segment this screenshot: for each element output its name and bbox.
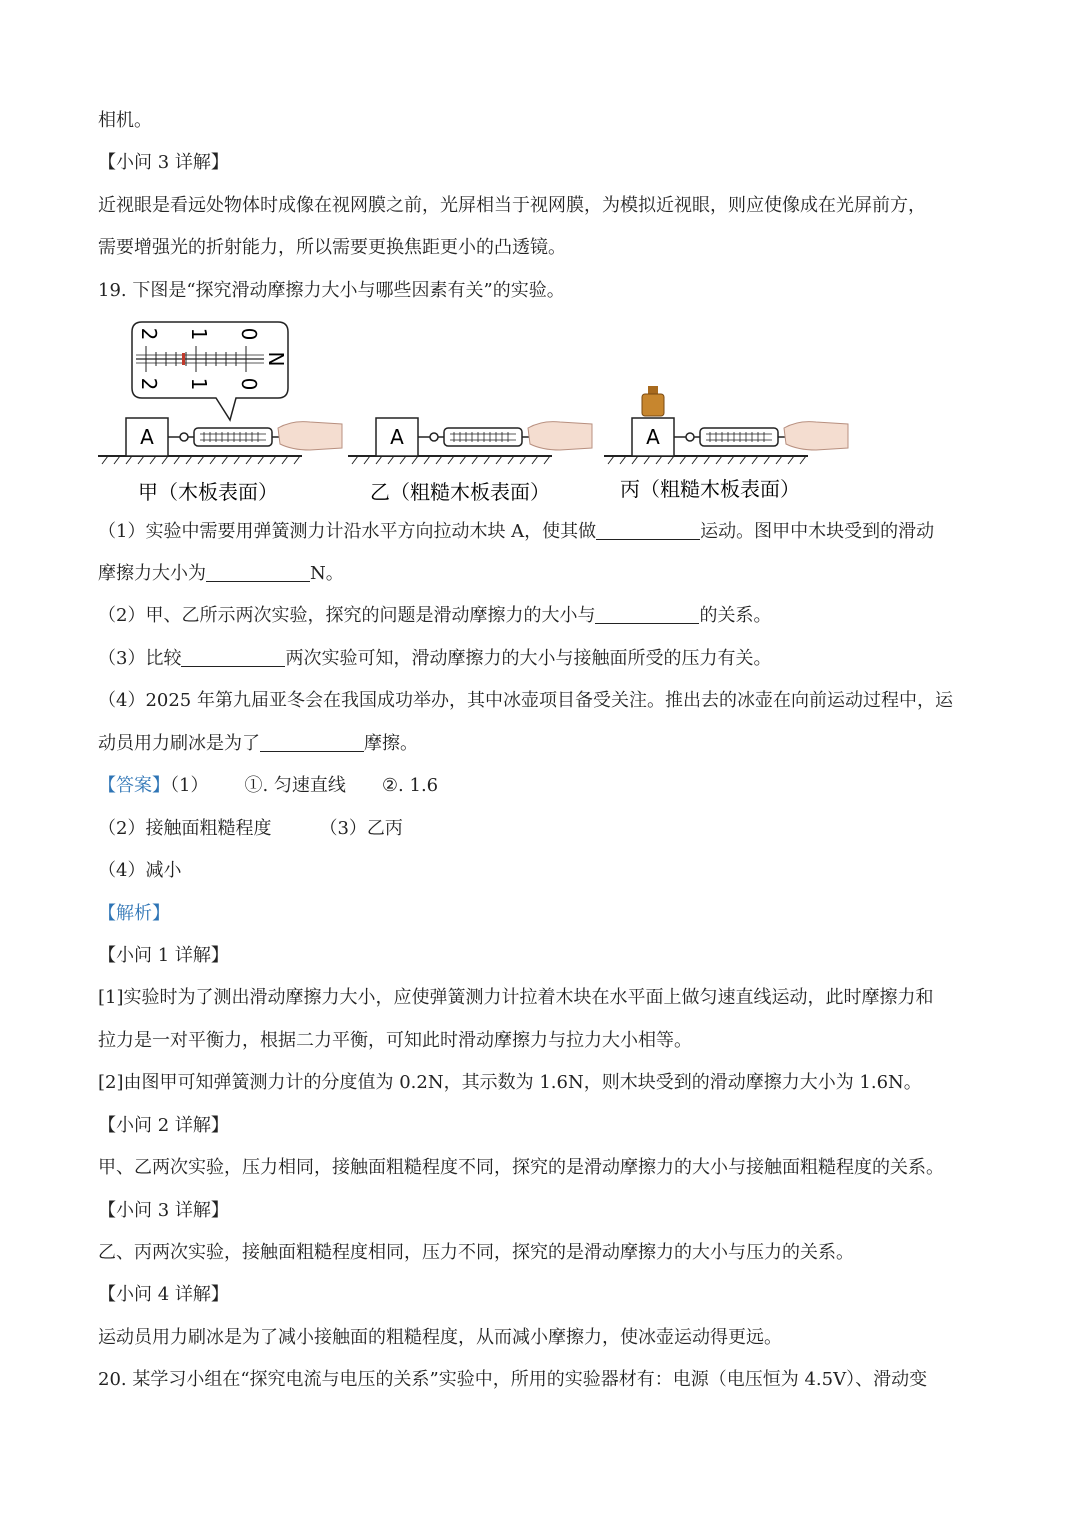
explanation-line: [1]实验时为了测出滑动摩擦力大小，应使弹簧测力计拉着木块在水平面上做匀速直线运动，此时摩擦力和: [98, 987, 934, 1008]
answer-blank[interactable]: [260, 733, 364, 752]
section-heading: 【小问 1 详解】: [98, 945, 229, 966]
question-19-title: 19. 下图是“探究滑动摩擦力大小与哪些因素有关”的实验。: [98, 280, 565, 301]
answer-blank[interactable]: [181, 648, 285, 667]
caption-bing: 丙（粗糙木板表面）: [620, 477, 800, 501]
setup-bing: [604, 386, 848, 464]
explanation-line: 拉力是一对平衡力，根据二力平衡，可知此时滑动摩擦力与拉力大小相等。: [98, 1030, 692, 1051]
explanation-line: 乙、丙两次实验，接触面粗糙程度相同，压力不同，探究的是滑动摩擦力的大小与压力的关系。: [98, 1242, 854, 1263]
answer-blank[interactable]: [595, 605, 699, 624]
gauge-tick-bottom-0: 0: [237, 377, 261, 391]
explanation-line: 甲、乙两次实验，压力相同，接触面粗糙程度不同，探究的是滑动摩擦力的大小与接触面粗糙程度的关系。: [98, 1157, 944, 1178]
section-heading: 【小问 2 详解】: [98, 1115, 229, 1136]
prev-text-line: 近视眼是看远处物体时成像在视网膜之前，光屏相当于视网膜，为模拟近视眼，则应使像成在光屏前方，: [98, 195, 926, 216]
explanation-line: 运动员用力刷冰是为了减小接触面的粗糙程度，从而减小摩擦力，使冰壶运动得更远。: [98, 1327, 782, 1348]
section-heading: 【小问 4 详解】: [98, 1284, 229, 1305]
subquestion-4-cont: 动员用力刷冰是为了 摩擦。: [98, 733, 418, 754]
spring-gauge-zoom: [132, 322, 288, 420]
gauge-tick-bottom-2: 2: [137, 377, 161, 391]
subquestion-4: （4）2025 年第九届亚冬会在我国成功举办，其中冰壶项目备受关注。推出去的冰壶在向前运动过程中，运: [98, 690, 953, 711]
caption-jia: 甲（木板表面）: [138, 480, 278, 504]
setup-yi: [348, 418, 592, 464]
answer-line-3: （4）减小: [98, 860, 182, 881]
subquestion-2: （2）甲、乙所示两次实验，探究的问题是滑动摩擦力的大小与 的关系。: [98, 605, 772, 626]
block-label: A: [390, 425, 404, 449]
block-label: A: [140, 425, 154, 449]
gauge-unit: N: [264, 351, 288, 367]
answer-blank[interactable]: [206, 563, 310, 582]
answer-blank[interactable]: [596, 521, 700, 540]
friction-experiment-figure: [96, 316, 856, 506]
answer-tag: 【答案】: [98, 775, 170, 796]
block-label: A: [646, 425, 660, 449]
caption-yi: 乙（粗糙木板表面）: [370, 480, 550, 504]
analysis-tag: 【解析】: [98, 903, 170, 924]
setup-jia: [98, 418, 342, 464]
section-heading: 【小问 3 详解】: [98, 152, 229, 173]
subquestion-3: （3）比较 两次实验可知，滑动摩擦力的大小与接触面所受的压力有关。: [98, 648, 772, 669]
gauge-tick-top-1: 1: [187, 327, 211, 341]
gauge-tick-bottom-1: 1: [187, 377, 211, 391]
answer-line-1: 【答案】（1） ①. 匀速直线 ②. 1.6: [98, 775, 439, 796]
question-20-title: 20. 某学习小组在“探究电流与电压的关系”实验中，所用的实验器材有：电源（电压恒为 4.5V）、滑动变: [98, 1369, 928, 1390]
subquestion-1: （1）实验中需要用弹簧测力计沿水平方向拉动木块 A，使其做 运动。图甲中木块受到的滑动: [98, 521, 935, 542]
gauge-tick-top-2: 2: [137, 327, 161, 341]
weight-icon: [642, 386, 664, 416]
answer-line-2: （2）接触面粗糙程度 （3）乙丙: [98, 818, 403, 839]
explanation-line: [2]由图甲可知弹簧测力计的分度值为 0.2N，其示数为 1.6N，则木块受到的滑动摩擦力大小为 1.6N。: [98, 1072, 922, 1093]
gauge-tick-top-0: 0: [237, 327, 261, 341]
section-heading: 【小问 3 详解】: [98, 1200, 229, 1221]
subquestion-1-cont: 摩擦力大小为 N。: [98, 563, 344, 584]
prev-text-line: 需要增强光的折射能力，所以需要更换焦距更小的凸透镜。: [98, 237, 566, 258]
prev-text-line: 相机。: [98, 110, 152, 131]
